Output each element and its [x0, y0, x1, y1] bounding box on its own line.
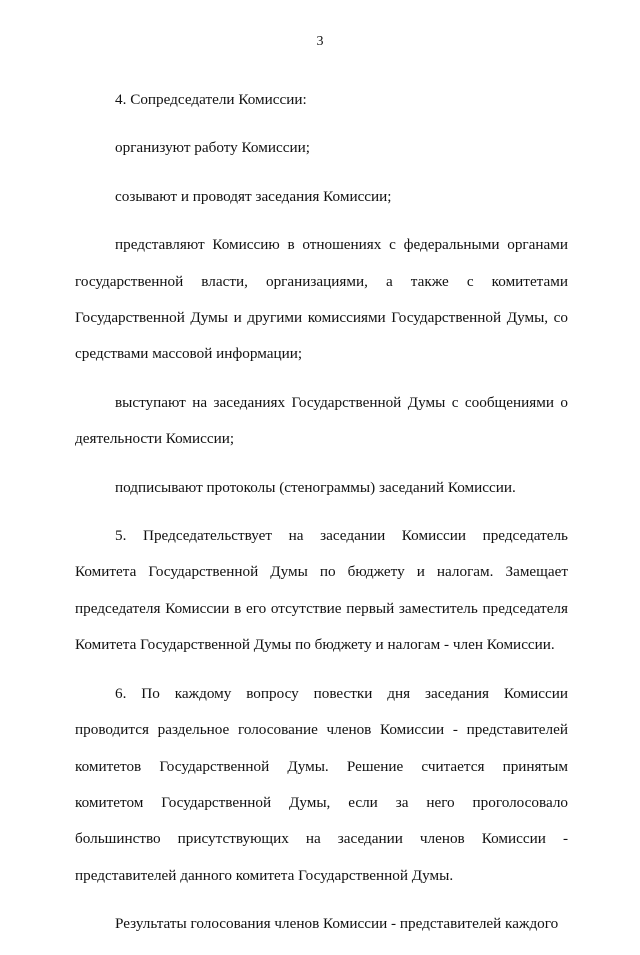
paragraph-co-chairs-heading: 4. Сопредседатели Комиссии: — [115, 91, 307, 108]
paragraph-item-5-chairing: 5. Председательствует на заседании Комиссии председатель Комитета Государственной Думы по бюджету и налогам. Замещает председателя Комиссии в его отсутствие первый заместитель председателя Комитета Государственной Думы по бюджету и налогам - член Комиссии. — [75, 527, 568, 654]
paragraph-organize-work: организуют работу Комиссии; — [115, 139, 310, 157]
paragraph-item-6-voting: 6. По каждому вопросу повестки дня заседания Комиссии проводится раздельное голосование членов Комиссии - представителей комитетов Государственной Думы. Решение считается принятым комитетом Государственной Думы, если за него проголосовало большинство присутствующих на заседании членов Комиссии - представителей данного комитета Государственной Думы. — [75, 684, 568, 884]
paragraph-speak-at-meetings: выступают на заседаниях Государственной Думы с сообщениями о деятельности Комиссии; — [75, 393, 568, 448]
paragraph-convene-meetings: созывают и проводят заседания Комиссии; — [115, 187, 392, 205]
document-body — [75, 82, 568, 955]
page-number: 3 — [316, 34, 324, 49]
paragraph-represent-commission: представляют Комиссию в отношениях с федеральными органами государственной власти, организациями, а также с комитетами Государственной Думы и другими комиссиями Государственной Думы, со средствами массовой информации; — [75, 236, 568, 363]
paragraph-voting-results: Результаты голосования членов Комиссии - представителей каждого — [115, 915, 559, 933]
paragraph-sign-protocols: подписывают протоколы (стенограммы) заседаний Комиссии. — [115, 478, 516, 496]
